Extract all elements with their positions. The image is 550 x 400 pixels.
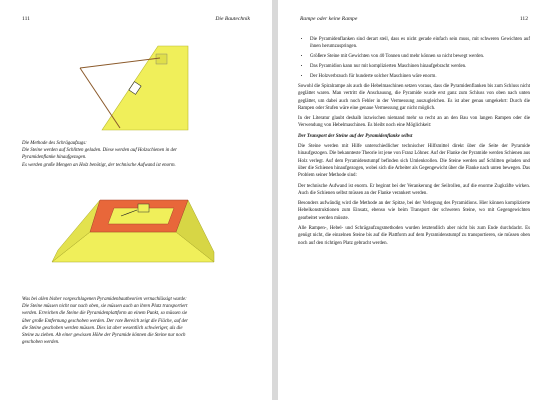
bottom-caption-line: Was bei allen bisher vorgeschlagenen Pyramidenbautheorien vernachlässigt wurde:: [22, 297, 187, 302]
right-page-header: [300, 16, 528, 26]
ramp-caption-line: Es werden große Mengen an Holz benötigt, der technische Aufwand ist enorm.: [22, 162, 176, 168]
body-paragraph: Die Steine werden mit Hilfe unterschiedlicher technischer Hilfsmittel direkt über die Seite der Pyramide hinaufgezogen. Die bekannteste Theorie ist jene von Franz Löhner. Auf der Flanke der Pyramide werden Schienen aus Holz verlegt. Auf dem Pyramidenstumpf befinden sich Umlenkrollen. Die Steine werden auf Schlitten geladen und über die Schienen hinaufgezogen, wobei sich die Arbeiter als Gegengewicht über die Flanke nach unten bewegen. Das Problem seiner Methode sind:: [298, 144, 530, 179]
bottom-caption-line: über große Entfernung geschoben werden. Der rote Bereich zeigt die Fläche, auf der: [22, 318, 189, 324]
pyramid-flank-shape: [102, 46, 188, 130]
body-paragraph: Besonders aufwändig wird die Methode an der Spitze, bei der Verlegung des Pyramidions. Hier können komplizierte Hebelkonstruktionen zum Einsatz, ebenso wie beim Transport der schweren Steine, wo mit Gegengewichten gearbeitet werden müsste.: [298, 201, 530, 221]
right-page: [278, 0, 550, 400]
ramp-figure: [60, 40, 200, 135]
left-page-number: 111: [22, 16, 30, 22]
list-item: • Der Holzverbrauch für hunderte solcher Maschinen wäre enorm.: [310, 73, 530, 80]
right-page-number: 112: [519, 16, 528, 22]
right-running-head: Rampe oder keine Rampe: [300, 16, 358, 22]
ramp-rope-line-2: [80, 68, 120, 128]
list-item: • Die Pyramidenflanken sind derart steil, dass es nicht gerade einfach sein muss, mit schweren Gewichten auf ihnen herumzuspringen.: [310, 36, 530, 51]
ramp-caption-title: Die Methode des Schrägaufzugs:: [22, 141, 87, 146]
bottom-caption-line: Steine zu ziehen. Ab einer gewissen Höhe der Pyramide können die Steine nur noch: [22, 333, 186, 339]
bottom-caption-line: Die Steine müssen nicht nur nach oben, sie müssen auch an ihren Platz transportiert: [22, 304, 188, 310]
right-text-column: [298, 36, 530, 250]
bottom-caption-line: geschoben werden.: [22, 340, 60, 346]
bottom-caption-line: werden. Erreichen die Steine die Pyramidenplattform an einem Punkt, so müssen sie: [22, 311, 188, 317]
left-page-header: [22, 16, 250, 26]
bottom-caption-line: die Steine geschoben werden müssen. Dies ist aber wesentlich schwieriger, als die: [22, 325, 183, 331]
left-running-head: Die Bautechnik: [215, 16, 250, 22]
body-paragraph: Sowohl die Spiralrampe als auch die Hebelmaschinen setzen voraus, dass die Pyramidenflanken bis zum Schluss nicht geglättet waren. Man vertritt die Anschauung, die Pyramide wurde erst ganz zum Schluss von oben nach unten geglättet, um dabei auch noch Fehler in der Vermessung auszugleichen. Es ist aber genau umgekehrt: Durch die Rampen oder Stufen wäre eine genaue Vermessung gar nicht möglich.: [298, 83, 530, 111]
bottom-caption: [22, 296, 254, 346]
ramp-caption-line: Pyramidenflanke hinaufgezogen.: [22, 155, 87, 161]
list-item: • Das Pyramidion kann nur mit komplizierten Maschinen hinaufgebracht werden.: [310, 63, 530, 70]
platform-figure: [38, 190, 228, 280]
left-page: [0, 0, 272, 400]
platform-stone: [138, 204, 149, 212]
ramp-caption-line: Die Steine werden auf Schlitten geladen. Diese werden auf Holzschienen in der: [22, 148, 178, 154]
ramp-top-block: [156, 54, 167, 64]
ramp-caption: [22, 140, 254, 169]
body-paragraph: In der Literatur glaubt deshalb inzwischen niemand mehr so recht an an den Bau von langen Rampen oder die Verwendung von Hebelmaschinen. Es bleibt noch eine Möglichkeit:: [298, 116, 530, 129]
problems-list: [298, 36, 530, 80]
list-item: • Größere Steine mit Gewichten von 40 Tonnen und mehr können so nicht bewegt werden.: [310, 53, 530, 60]
body-paragraph: Der technische Aufwand ist enorm. Er beginnt bei der Verankerung der Seilrollen, auf die enorme Zugkräfte wirken. Auch die Schienen selbst müssen an der Flanke verankert werden.: [298, 183, 530, 196]
section-subheading: Der Transport der Steine auf der Pyramidenflanke selbst: [298, 133, 413, 139]
body-paragraph: Alle Rampen-, Hebel- und Schrägaufzugsmethoden wurden letztendlich aber nicht bis zum Ende durchdacht. Es genügt nicht, die einzelnen Steine bis auf die Plattform auf dem Pyramidenstumpf zu transportieren, sie müssen oben noch auf den richtigen Platz gebracht werden.: [298, 226, 530, 246]
